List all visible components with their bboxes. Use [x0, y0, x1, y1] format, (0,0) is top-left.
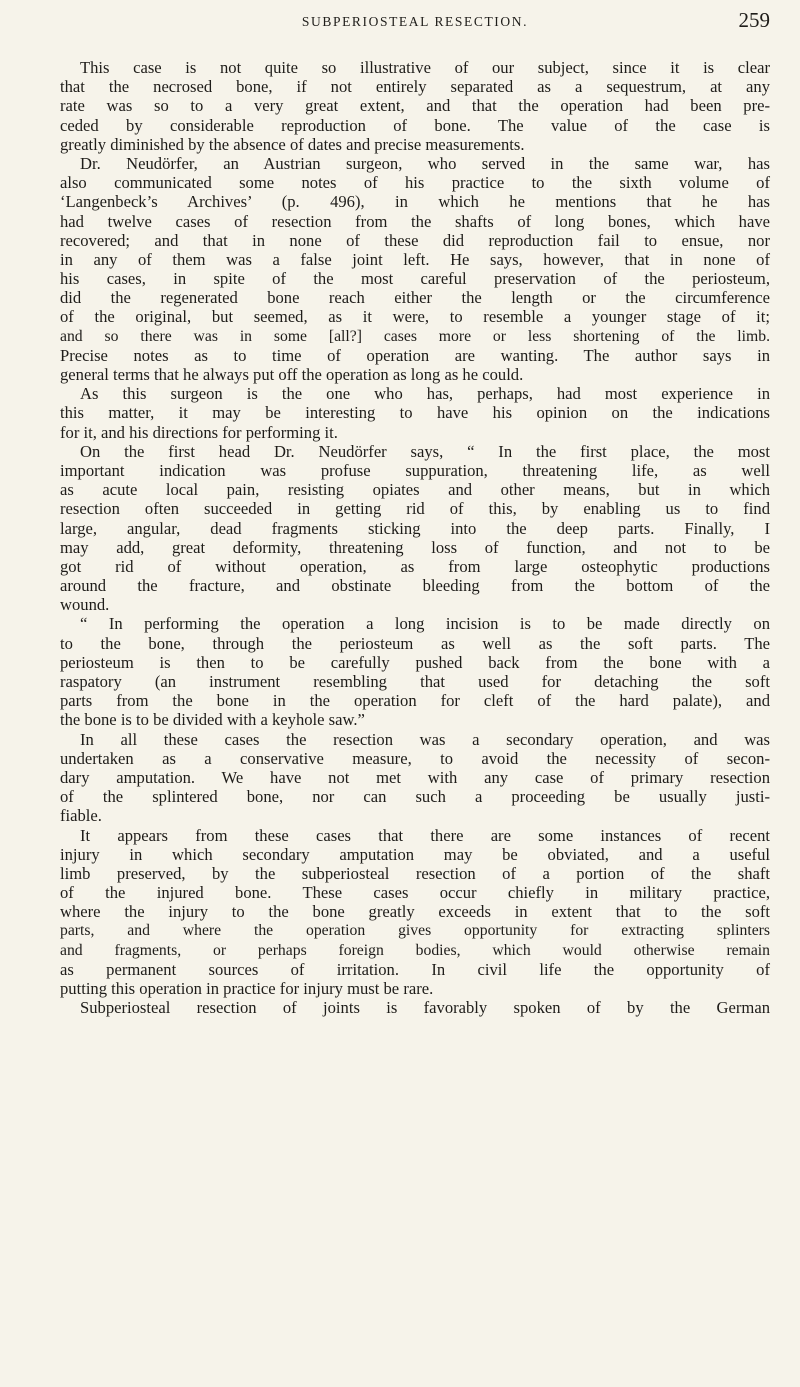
text-line: of the injured bone. These cases occur chiefly in military practice, — [60, 883, 770, 903]
page-number: 259 — [738, 8, 770, 32]
text-line: his cases, in spite of the most careful preservation of the periosteum, — [60, 269, 770, 289]
text-line: where the injury to the bone greatly exceeds in extent that to the soft — [60, 902, 770, 922]
text-line: periosteum is then to be carefully pushed back from the bone with a — [60, 652, 770, 672]
running-title: SUBPERIOSTEAL RESECTION. — [301, 14, 529, 29]
text-line: dary amputation. We have not met with any case of primary resection — [60, 767, 770, 787]
text-line: injury in which secondary amputation may be obviated, and a useful — [60, 844, 770, 864]
text-line: general terms that he always put off the operation as long as he could. — [60, 365, 524, 384]
text-line: limb preserved, by the subperiosteal resection of a portion of the shaft — [60, 863, 770, 883]
text-line: as permanent sources of irritation. In civil life the opportunity of — [60, 959, 770, 979]
text-line: In all these cases the resection was a secondary operation, and was — [80, 729, 770, 749]
text-line: On the first head Dr. Neudörfer says, “ In the first place, the most — [80, 441, 770, 461]
running-head — [60, 8, 770, 38]
text-line: parts from the bone in the operation for cleft of the hard palate), and — [60, 691, 770, 711]
text-line: “ In performing the operation a long incision is to be made directly on — [80, 614, 770, 634]
text-line: parts, and where the operation gives opportunity for extracting splinters — [60, 922, 770, 940]
text-line: had twelve cases of resection from the shafts of long bones, which have — [60, 211, 770, 231]
text-line: This case is not quite so illustrative of our subject, since it is clear — [80, 58, 770, 77]
body-text — [60, 58, 770, 1017]
text-line: may add, great deformity, threatening loss of function, and not to be — [60, 537, 770, 557]
text-line: recovered; and that in none of these did reproduction fail to ensue, nor — [60, 230, 770, 250]
text-line: in any of them was a false joint left. He says, however, that in none of — [60, 249, 770, 269]
text-line: rate was so to a very great extent, and that the operation had been pre- — [60, 96, 770, 116]
text-line: putting this operation in practice for injury must be rare. — [60, 979, 434, 998]
text-line: greatly diminished by the absence of dates and precise measurements. — [60, 134, 525, 154]
text-line: of the splintered bone, nor can such a proceeding be usually justi- — [60, 787, 770, 807]
text-line: that the necrosed bone, if not entirely separated as a sequestrum, at any — [60, 77, 770, 97]
text-line: around the fracture, and obstinate bleeding from the bottom of the — [60, 576, 770, 596]
text-line: It appears from these cases that there are some instances of recent — [80, 825, 770, 845]
text-line: raspatory (an instrument resembling that used for detaching the soft — [60, 672, 770, 691]
text-line: Subperiosteal resection of joints is favorably spoken of by the German — [80, 998, 770, 1018]
text-line: wound. — [60, 595, 110, 615]
text-line: as acute local pain, resisting opiates and other means, but in which — [60, 480, 770, 500]
text-line: and so there was in some [all?] cases more or less shortening of the limb. — [60, 327, 770, 345]
text-line: large, angular, dead fragments sticking into the deep parts. Finally, I — [60, 518, 770, 538]
text-line: also communicated some notes of his practice to the sixth volume of — [60, 173, 770, 193]
text-line: As this surgeon is the one who has, perhaps, had most experience in — [80, 384, 770, 404]
text-line: resection often succeeded in getting rid of this, by enabling us to find — [60, 499, 770, 519]
text-line: to the bone, through the periosteum as well as the soft parts. The — [60, 633, 770, 653]
text-line: got rid of without operation, as from large osteophytic productions — [60, 556, 770, 576]
text-line: the bone is to be divided with a keyhole saw.” — [60, 710, 365, 730]
text-line: and fragments, or perhaps foreign bodies, which would otherwise remain — [60, 941, 770, 959]
text-line: did the regenerated bone reach either the length or the circumference — [60, 288, 770, 308]
text-line: Dr. Neudörfer, an Austrian surgeon, who served in the same war, has — [80, 153, 770, 173]
text-line: important indication was profuse suppuration, threatening life, as well — [60, 460, 770, 480]
text-line: Precise notes as to time of operation are wanting. The author says in — [60, 345, 770, 365]
text-line: ceded by considerable reproduction of bone. The value of the case is — [60, 115, 770, 135]
text-line: for it, and his directions for performing it. — [60, 422, 338, 442]
text-line: undertaken as a conservative measure, to avoid the necessity of secon- — [60, 748, 770, 768]
text-line: this matter, it may be interesting to have his opinion on the indications — [60, 403, 770, 423]
text-line: fiable. — [60, 806, 102, 826]
text-line: of the original, but seemed, as it were, to resemble a younger stage of it; — [60, 307, 770, 327]
text-line: ‘Langenbeck’s Archives’ (p. 496), in which he mentions that he has — [60, 192, 770, 212]
